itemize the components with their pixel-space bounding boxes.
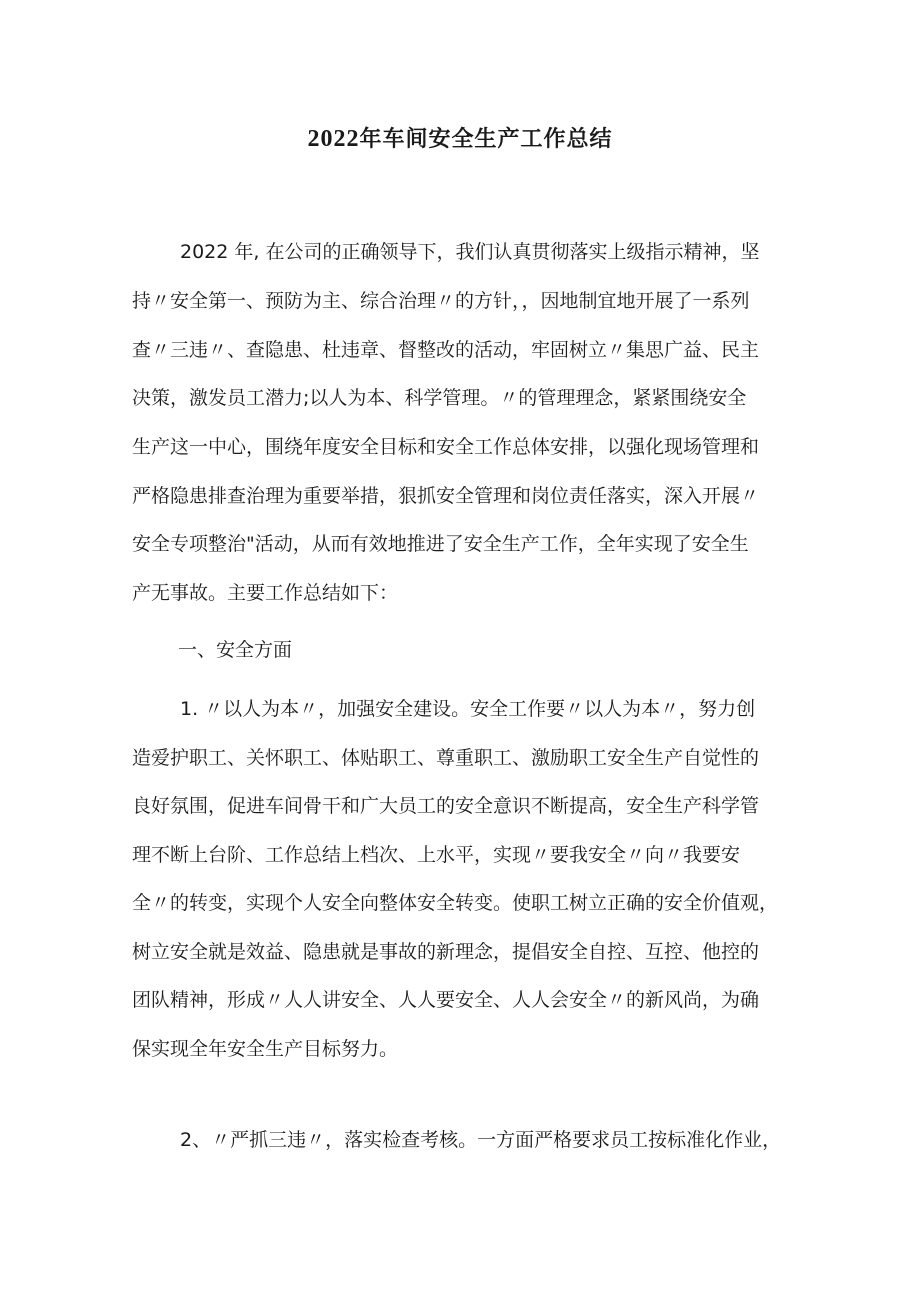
- item1-line: 造爱护职工、关怀职工、体贴职工、尊重职工、激励职工安全生产自觉性的: [132, 747, 760, 769]
- intro-line: 持〃安全第一、预防为主、综合治理〃的方针，，因地制宜地开展了一系列: [132, 290, 750, 312]
- item2-line: 2、〃严抓三违〃，落实检查考核。一方面严格要求员工按标准化作业，: [180, 1129, 782, 1151]
- section-heading: 一、安全方面: [178, 639, 293, 661]
- document-title: [0, 122, 920, 153]
- title-text: 年车间安全生产工作总结: [359, 127, 613, 152]
- item1-line: 理不断上台阶、工作总结上档次、上水平，实现〃要我安全〃向〃我要安: [132, 844, 741, 866]
- title-year: 2022: [307, 126, 360, 152]
- item1-line: 全〃的转变，实现个人安全向整体安全转变。使职工树立正确的安全价值观，: [132, 892, 779, 914]
- intro-line: 2022 年, 在公司的正确领导下，我们认真贯彻落实上级指示精神，坚: [180, 241, 760, 263]
- intro-line: 生产这一中心，围绕年度安全目标和安全工作总体安排，以强化现场管理和: [132, 436, 760, 458]
- intro-line: 产无事故。主要工作总结如下：: [132, 582, 399, 604]
- item1-line: 树立安全就是效益、隐患就是事故的新理念，提倡安全自控、互控、他控的: [132, 941, 760, 963]
- intro-line: 决策，激发员工潜力;以人为本、科学管理。〃的管理理念，紧紧围绕安全: [132, 387, 747, 409]
- intro-line: 查〃三违〃、查隐患、杜违章、督整改的活动，牢固树立〃集思广益、民主: [132, 339, 760, 361]
- item1-line: 保实现全年安全生产目标努力。: [132, 1038, 399, 1060]
- item1-line: 1. 〃以人为本〃，加强安全建设。安全工作要〃以人为本〃，努力创: [180, 698, 756, 720]
- item1-line: 良好氛围，促进车间骨干和广大员工的安全意识不断提高，安全生产科学管: [132, 795, 760, 817]
- intro-line: 安全专项整治"活动，从而有效地推进了安全生产工作，全年实现了安全生: [132, 533, 749, 555]
- item1-line: 团队精神，形成〃人人讲安全、人人要安全、人人会安全〃的新风尚，为确: [132, 989, 760, 1011]
- intro-line: 严格隐患排查治理为重要举措，狠抓安全管理和岗位责任落实，深入开展〃: [132, 485, 760, 507]
